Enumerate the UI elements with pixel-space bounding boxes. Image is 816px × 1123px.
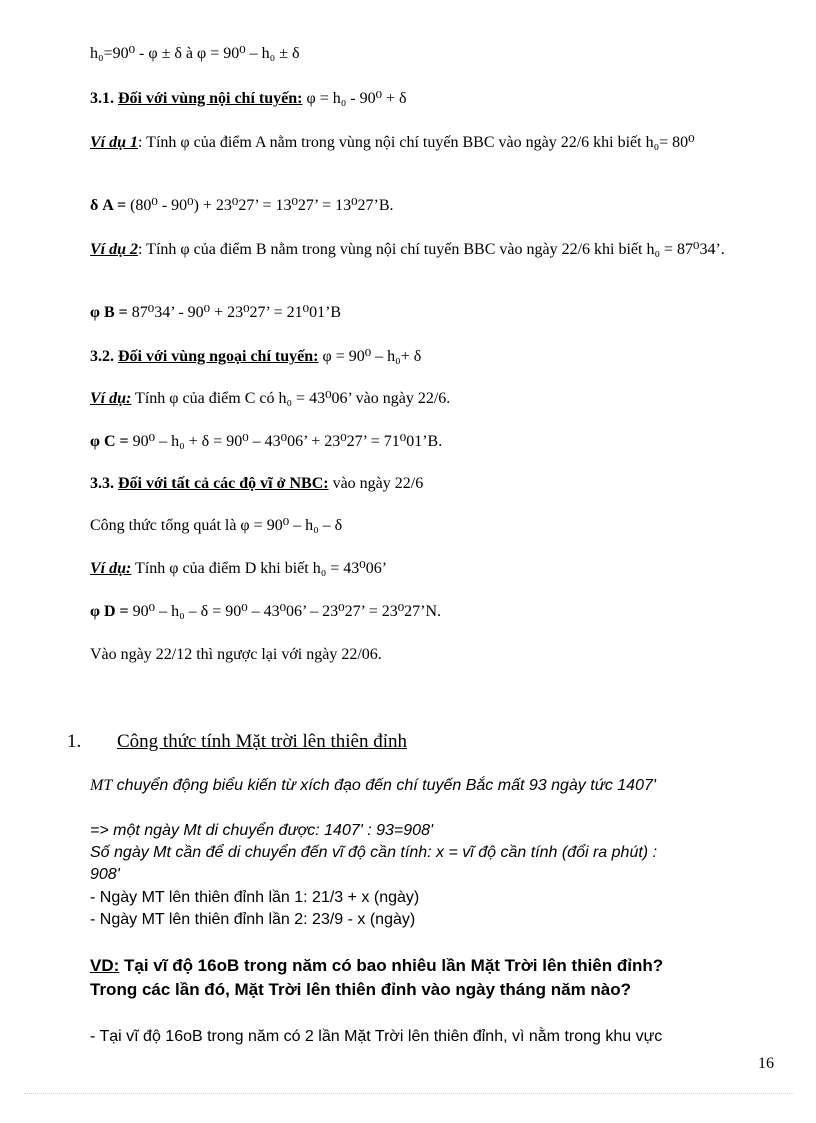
zenith-2-text: - Ngày MT lên thiên đỉnh lần 2: 23/9 - x (ngày) [90, 911, 416, 928]
motion-text: chuyển động biểu kiến từ xích đạo đến chí tuyến Bắc mất 93 ngày tức 1407' [112, 777, 656, 794]
example-1-calc [90, 196, 394, 216]
motion-paragraph [90, 776, 656, 796]
formula-line [90, 44, 300, 64]
vd-question-line-2 [90, 980, 631, 1000]
example-4-calc [90, 602, 441, 622]
formula-text: h₀=90⁰ - φ ± δ à φ = 90⁰ – h₀ ± δ [90, 45, 300, 62]
per-day-line [90, 821, 433, 841]
footer-divider [24, 1093, 794, 1094]
calc-text: (80⁰ - 90⁰) + 23⁰27’ = 13⁰27’ = 13⁰27’B. [126, 197, 394, 214]
calc-text: 87⁰34’ - 90⁰ + 23⁰27’ = 21⁰01’B [127, 304, 342, 321]
days-needed-line [90, 843, 657, 863]
days-needed-text: Số ngày Mt cần để di chuyển đến vĩ độ cần tính: x = vĩ độ cần tính (đổi ra phút) : [90, 844, 658, 861]
reverse-note-text: Vào ngày 22/12 thì ngược lại với ngày 22/06. [90, 646, 382, 663]
page-number: 16 [758, 1055, 774, 1072]
heading-number: 1. [67, 731, 82, 752]
section-title: Đối với tất cả các độ vĩ ở NBC: [118, 475, 329, 492]
example-text: : Tính φ của điểm A nằm trong vùng nội chí tuyến BBC vào ngày 22/6 khi biết h₀= 80⁰ [138, 134, 695, 151]
calc-label: φ D = [90, 603, 129, 620]
example-3-calc [90, 432, 442, 452]
section-text: vào ngày 22/6 [328, 475, 424, 492]
section-title: Đối với vùng ngoại chí tuyến: [118, 348, 319, 365]
example-text: Tính φ của điểm D khi biết h₀ = 43⁰06’ [131, 560, 388, 577]
section-3-1-heading [90, 89, 407, 109]
example-1 [90, 133, 780, 153]
calc-text: 90⁰ – h₀ + δ = 90⁰ – 43⁰06’ + 23⁰27’ = 71⁰01’B. [128, 433, 443, 450]
calc-label: φ C = [90, 433, 129, 450]
general-formula [90, 516, 342, 536]
example-text: : Tính φ của điểm B nằm trong vùng nội chí tuyến BBC vào ngày 22/6 khi biết h₀ = 87⁰34’. [138, 241, 725, 258]
vd-label: VD: [90, 956, 120, 975]
example-3 [90, 389, 450, 409]
section-title: Đối với vùng nội chí tuyến: [118, 90, 303, 107]
vd-question-text-2: Trong các lần đó, Mặt Trời lên thiên đỉnh vào ngày tháng năm nào? [90, 980, 632, 999]
answer-line [90, 1027, 662, 1047]
section-3-3-heading [90, 474, 423, 494]
vd-question-text-1: Tại vĩ độ 16oB trong năm có bao nhiêu lần Mặt Trời lên thiên đỉnh? [119, 956, 664, 975]
section-number: 3.2. [90, 348, 118, 365]
example-2-calc [90, 303, 341, 323]
example-label: Ví dụ: [90, 560, 132, 577]
example-4 [90, 559, 387, 579]
zenith-1-line [90, 888, 419, 908]
mt-abbrev: MT [90, 777, 113, 794]
calc-label: δ A = [90, 197, 127, 214]
reverse-note [90, 645, 382, 665]
general-formula-text: Công thức tổng quát là φ = 90⁰ – h₀ – δ [90, 517, 343, 534]
days-needed-cont-text: 908' [90, 866, 120, 883]
section-3-2-heading [90, 347, 421, 367]
example-label: Ví dụ 2 [90, 241, 139, 258]
zenith-2-line [90, 910, 415, 930]
section-number: 3.1. [90, 90, 118, 107]
example-text: Tính φ của điểm C có h₀ = 43⁰06’ vào ngày 22/6. [131, 390, 451, 407]
heading-title: Công thức tính Mặt trời lên thiên đỉnh [117, 731, 408, 752]
example-2 [90, 240, 780, 260]
days-needed-cont [90, 865, 120, 885]
section-formula: φ = h₀ - 90⁰ + δ [302, 90, 407, 107]
calc-label: φ B = [90, 304, 128, 321]
vd-question-line-1 [90, 956, 663, 976]
section-number: 3.3. [90, 475, 118, 492]
per-day-text: => một ngày Mt di chuyển được: 1407' : 93=908' [90, 822, 434, 839]
answer-text: - Tại vĩ độ 16oB trong năm có 2 lần Mặt Trời lên thiên đỉnh, vì nằm trong khu vực [90, 1028, 663, 1045]
example-label: Ví dụ 1 [90, 134, 139, 151]
section-formula: φ = 90⁰ – h₀+ δ [318, 348, 422, 365]
zenith-1-text: - Ngày MT lên thiên đỉnh lần 1: 21/3 + x (ngày) [90, 889, 420, 906]
calc-text: 90⁰ – h₀ – δ = 90⁰ – 43⁰06’ – 23⁰27’ = 23⁰27’N. [128, 603, 442, 620]
example-label: Ví dụ: [90, 390, 132, 407]
